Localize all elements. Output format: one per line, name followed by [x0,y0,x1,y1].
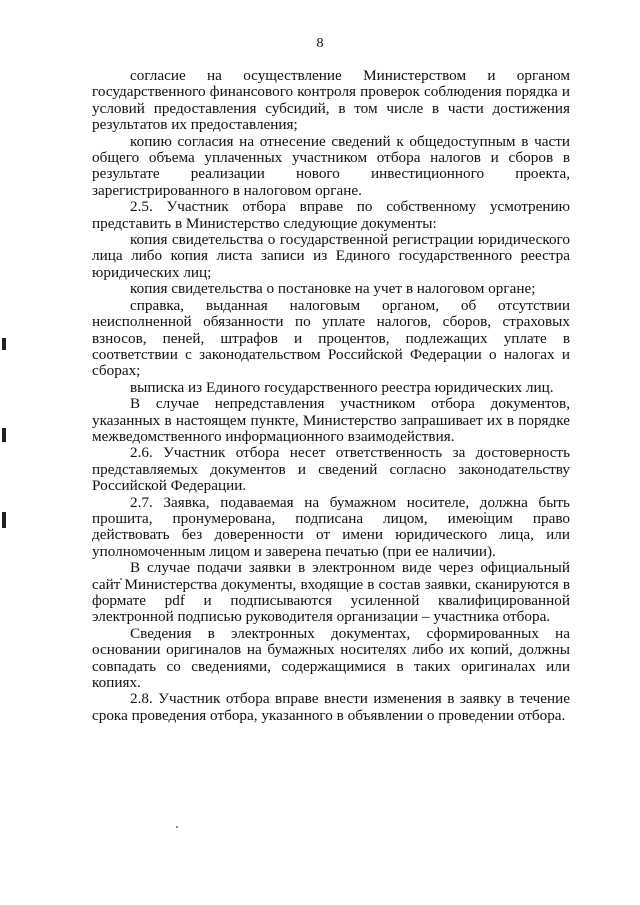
paragraph: 2.7. Заявка, подаваемая на бумажном носителе, должна быть прошита, пронумерована, подписана лицом, имеющим право действовать без доверенности от имени юридического лица, или уполномоченным лицом и заверена печатью (при ее наличии). [92,493,570,560]
binding-mark [2,338,6,350]
paragraph: 2.5. Участник отбора вправе по собственному усмотрению представить в Министерство следующие документы: [92,198,570,232]
document-body [92,68,570,724]
paragraph: В случае непредставления участником отбора документов, указанных в настоящем пункте, Министерство запрашивает их в порядке межведомственного информационного взаимодействия. [92,395,570,445]
page-number: 8 [316,36,324,51]
paragraph: Сведения в электронных документах, сформированных на основании оригиналов на бумажных носителях либо их копий, должны совпадать со сведениями, содержащимися в таких оригиналах или копиях. [92,624,570,692]
paragraph: 2.8. Участник отбора вправе внести изменения в заявку в течение срока проведения отбора, указанного в объявлении о проведении отбора. [92,690,570,724]
binding-mark [2,428,6,442]
binding-mark [2,512,6,528]
paragraph: согласие на осуществление Министерством и органом государственного финансового контроля проверок соблюдения порядка и условий предоставления субсидий, в том числе в части достижения результатов их предоставления; [92,67,570,134]
paragraph: выписка из Единого государственного реестра юридических лиц. [130,378,554,396]
paragraph: 2.6. Участник отбора несет ответственность за достоверность представляемых документов и сведений согласно законодательству Российской Федерации. [92,444,570,495]
scan-speck [176,826,178,828]
paragraph: копия свидетельства о постановке на учет в налоговом органе; [130,280,536,298]
paragraph: копия свидетельства о государственной регистрации юридического лица либо копия листа записи из Единого государственного реестра юридических лиц; [92,231,570,281]
paragraph: копию согласия на отнесение сведений к общедоступным в части общего объема уплаченных участником отбора налогов и сборов в результате реализации нового инвестиционного проекта, зарегистрированного в налоговом органе. [92,132,570,199]
paragraph: В случае подачи заявки в электронном виде через официальный сайт Министерства документы, входящие в состав заявки, сканируются в формате pdf и подписываются усиленной квалифицированной электронной подписью руководителя организации – участника отбора. [92,559,570,626]
paragraph: справка, выданная налоговым органом, об отсутствии неисполненной обязанности по уплате налогов, сборов, страховых взносов, пеней, штрафов и процентов, подлежащих уплате в соответствии с законодательством Российской Федерации о налогах и сборах; [92,296,570,380]
